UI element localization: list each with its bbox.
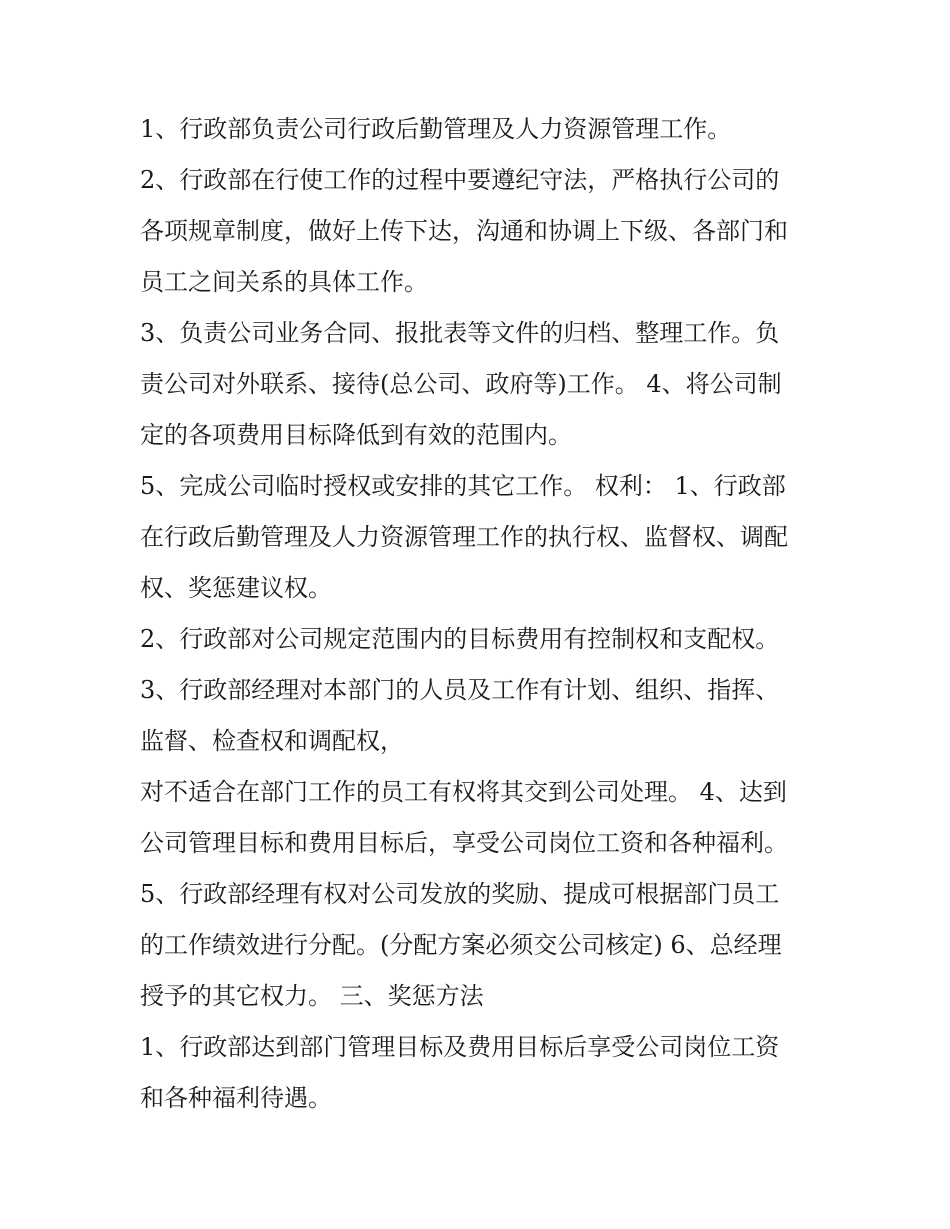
text-line: 1、行政部达到部门管理目标及费用目标后享受公司岗位工资	[140, 1033, 780, 1061]
text-line: 2、行政部对公司规定范围内的目标费用有控制权和支配权。	[140, 625, 780, 653]
text-line: 2、行政部在行使工作的过程中要遵纪守法，严格执行公司的	[140, 166, 780, 194]
text-line: 在行政后勤管理及人力资源管理工作的执行权、监督权、调配	[140, 523, 788, 551]
text-line: 员工之间关系的具体工作。	[140, 268, 428, 296]
text-line: 1、行政部负责公司行政后勤管理及人力资源管理工作。	[140, 115, 732, 143]
text-line: 公司管理目标和费用目标后，享受公司岗位工资和各种福利。	[140, 829, 788, 857]
text-line: 5、完成公司临时授权或安排的其它工作。 权利： 1、行政部	[140, 472, 786, 500]
text-line: 责公司对外联系、接待(总公司、政府等)工作。 4、将公司制	[140, 370, 782, 398]
text-line: 授予的其它权力。 三、奖惩方法	[140, 982, 484, 1010]
text-line: 3、行政部经理对本部门的人员及工作有计划、组织、指挥、	[140, 676, 780, 704]
text-line: 对不适合在部门工作的员工有权将其交到公司处理。 4、达到	[140, 778, 787, 806]
document-body	[140, 104, 820, 1124]
text-line: 各项规章制度，做好上传下达，沟通和协调上下级、各部门和	[140, 217, 788, 245]
text-line: 和各种福利待遇。	[140, 1084, 332, 1112]
text-line: 5、行政部经理有权对公司发放的奖励、提成可根据部门员工	[140, 880, 780, 908]
text-line: 的工作绩效进行分配。(分配方案必须交公司核定) 6、总经理	[140, 931, 782, 959]
text-line: 3、负责公司业务合同、报批表等文件的归档、整理工作。负	[140, 319, 780, 347]
text-line: 监督、检查权和调配权，	[140, 727, 404, 755]
text-line: 权、奖惩建议权。	[140, 574, 332, 602]
text-line: 定的各项费用目标降低到有效的范围内。	[140, 421, 572, 449]
